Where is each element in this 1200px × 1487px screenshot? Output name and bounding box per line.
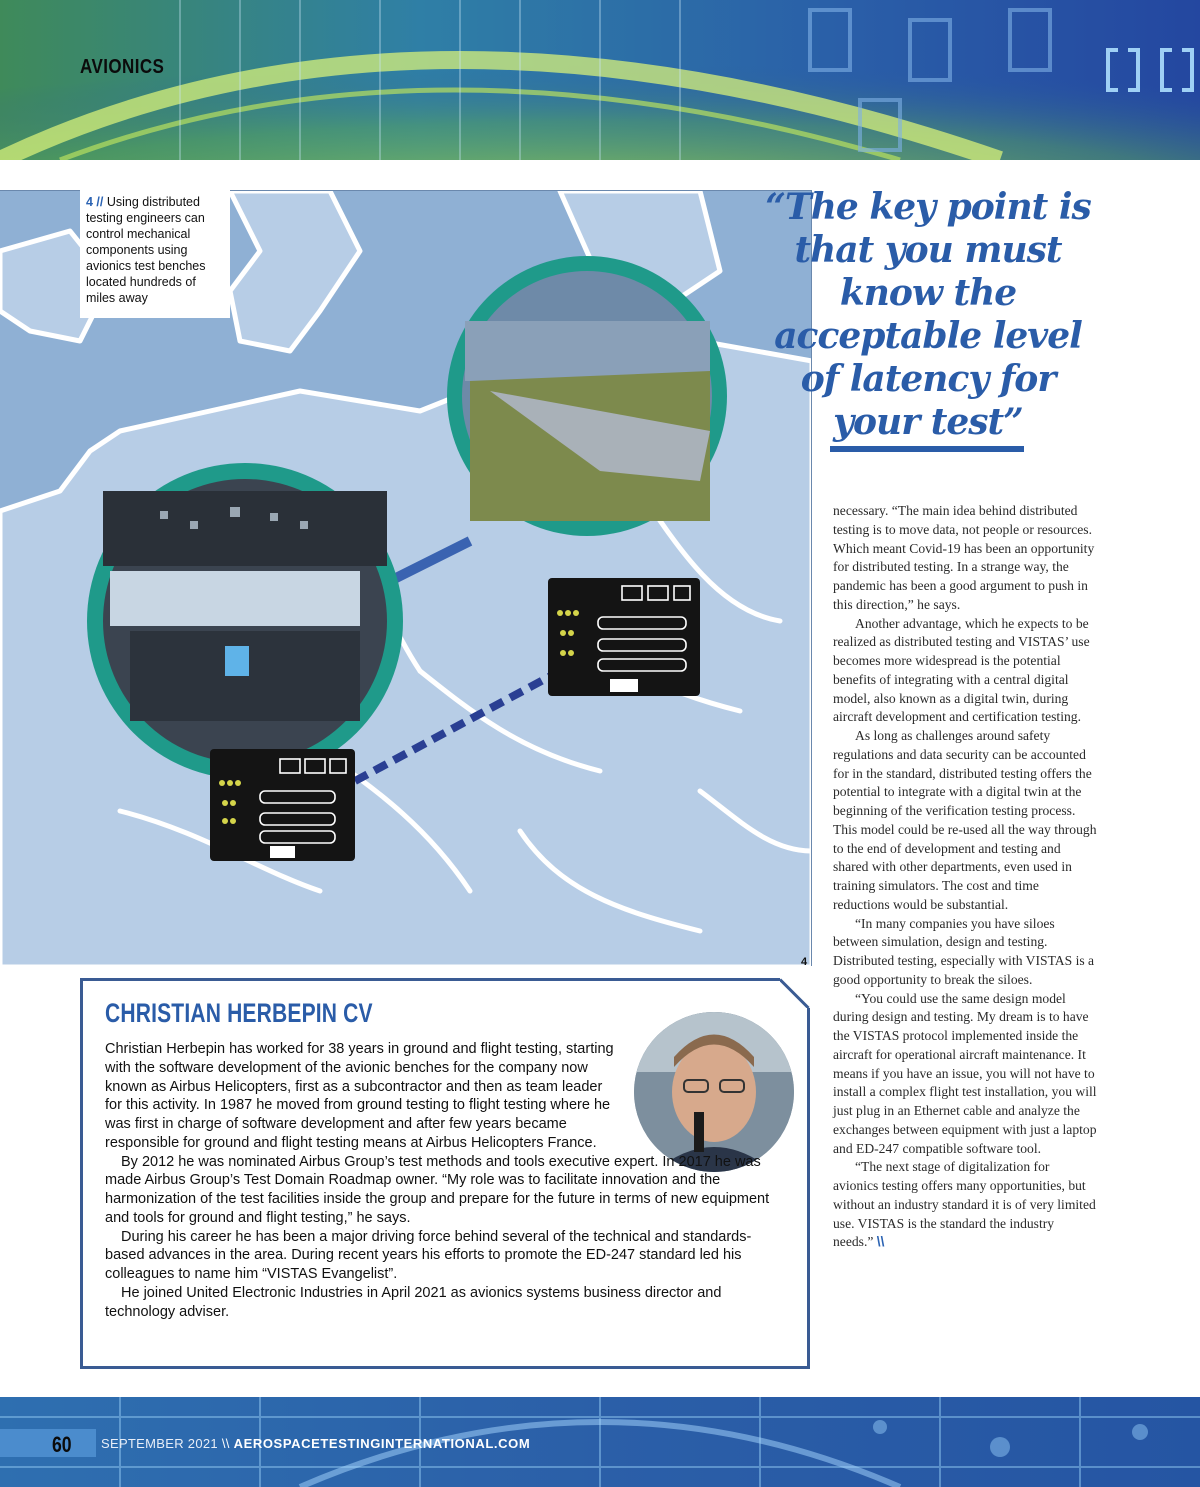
body-paragraph: As long as challenges around safety regulations and data security can be accounted for in the standard, distributed testing offers the potential to integrate with a digital twin at the beginning of the verification testing process. This model could be re-used all the way through to the end of development and testing and shared with other departments, even used in training simulators. The cost and time reductions would be substantial. <box>833 728 1097 912</box>
caption-text: Using distributed testing engineers can control mechanical components using avionics test benches located hundreds of miles away <box>86 195 206 305</box>
cv-paragraph: During his career he has been a major driving force behind several of the technical and standards-based advances in the area. During recent years his efforts to promote the ED-247 standard led his colleagues to name him “VISTAS Evangelist”. <box>105 1228 752 1282</box>
header-graphic <box>0 0 1200 160</box>
figure-number: 4 <box>801 956 808 968</box>
cv-text <box>105 1040 775 1321</box>
body-paragraph: “You could use the same design model during design and testing. My dream is to have the VISTAS protocol implemented inside the aircraft for operational aircraft maintenance. It means if you have an issue, you will not have to install a complex flight test installation, you will just plug in an Ethernet cable and analyze the exchanges between equipment with just a laptop and ED-247 compatible software tool. <box>833 990 1097 1156</box>
body-paragraph: necessary. “The main idea behind distributed testing is to move data, not people or resources. Which meant Covid-19 has been an opportunity for distributed testing. In a strange way, the pandemic has been a good argument to push in this direction,” he says. <box>833 503 1095 612</box>
cv-title: CHRISTIAN HERBEPIN CV <box>105 998 373 1028</box>
page-number: 60 <box>52 1432 72 1457</box>
body-paragraph-last <box>833 1158 1097 1252</box>
cv-box-corner <box>780 978 810 1008</box>
avionics-box-left <box>210 749 355 861</box>
footer-separator: \\ <box>221 1436 230 1451</box>
figure-caption <box>80 190 230 318</box>
header-banner <box>0 0 1200 160</box>
issue-date: SEPTEMBER 2021 <box>101 1436 218 1451</box>
cv-paragraph: By 2012 he was nominated Airbus Group’s test methods and tools executive expert. In 2017 he was made Airbus Group’s Test Domain Roadmap owner. “My role was to facilitate innovation and the harmonization of the test facilities inside the group and prepare for the future in terms of new equipment and tools for ground and flight testing,” he says. <box>105 1153 770 1226</box>
cv-paragraph: Christian Herbepin has worked for 38 years in ground and flight testing, starting with the software development of the avionic benches for the company now known as Airbus Helicopters, first as a subcontractor and then as team leader for this activity. In 1987 he moved from ground testing to flight testing where he was first in charge of software development and after few years became responsible for ground and flight testing means at Airbus Helicopters France. <box>105 1041 614 1151</box>
cv-paragraph: He joined United Electronic Industries in April 2021 as avionics systems business director and technology adviser. <box>105 1284 722 1320</box>
website-link[interactable]: AEROSPACETESTINGINTERNATIONAL.COM <box>233 1436 531 1451</box>
article-body <box>833 502 1097 1252</box>
section-label: AVIONICS <box>80 56 165 78</box>
footer-credit <box>101 1436 530 1451</box>
body-paragraph: Another advantage, which he expects to be realized as distributed testing and VISTAS’ use becomes more widespread is the potential benefits of integrating with a central digital model, also known as a digital twin, during aircraft development and certification testing. <box>833 615 1090 725</box>
cockpit-image <box>103 491 387 721</box>
body-paragraph-text: “The next stage of digitalization for avionics testing offers many opportunities, but without an industry standard it is of very limited use. VISTAS is the standard the industry needs.” <box>833 1159 1096 1250</box>
pull-quote-underline <box>830 446 1024 452</box>
wing-image <box>465 321 710 521</box>
caption-number: 4 // <box>86 195 104 209</box>
avionics-box-right <box>548 578 700 696</box>
end-mark: \\ <box>876 1234 885 1250</box>
body-paragraph: “In many companies you have siloes between simulation, design and testing. Distributed testing, especially with VISTAS is a good opportunity to break the siloes. <box>833 915 1095 987</box>
pull-quote: “The key point is that you must know the acceptable level of latency for your test” <box>765 186 1091 443</box>
